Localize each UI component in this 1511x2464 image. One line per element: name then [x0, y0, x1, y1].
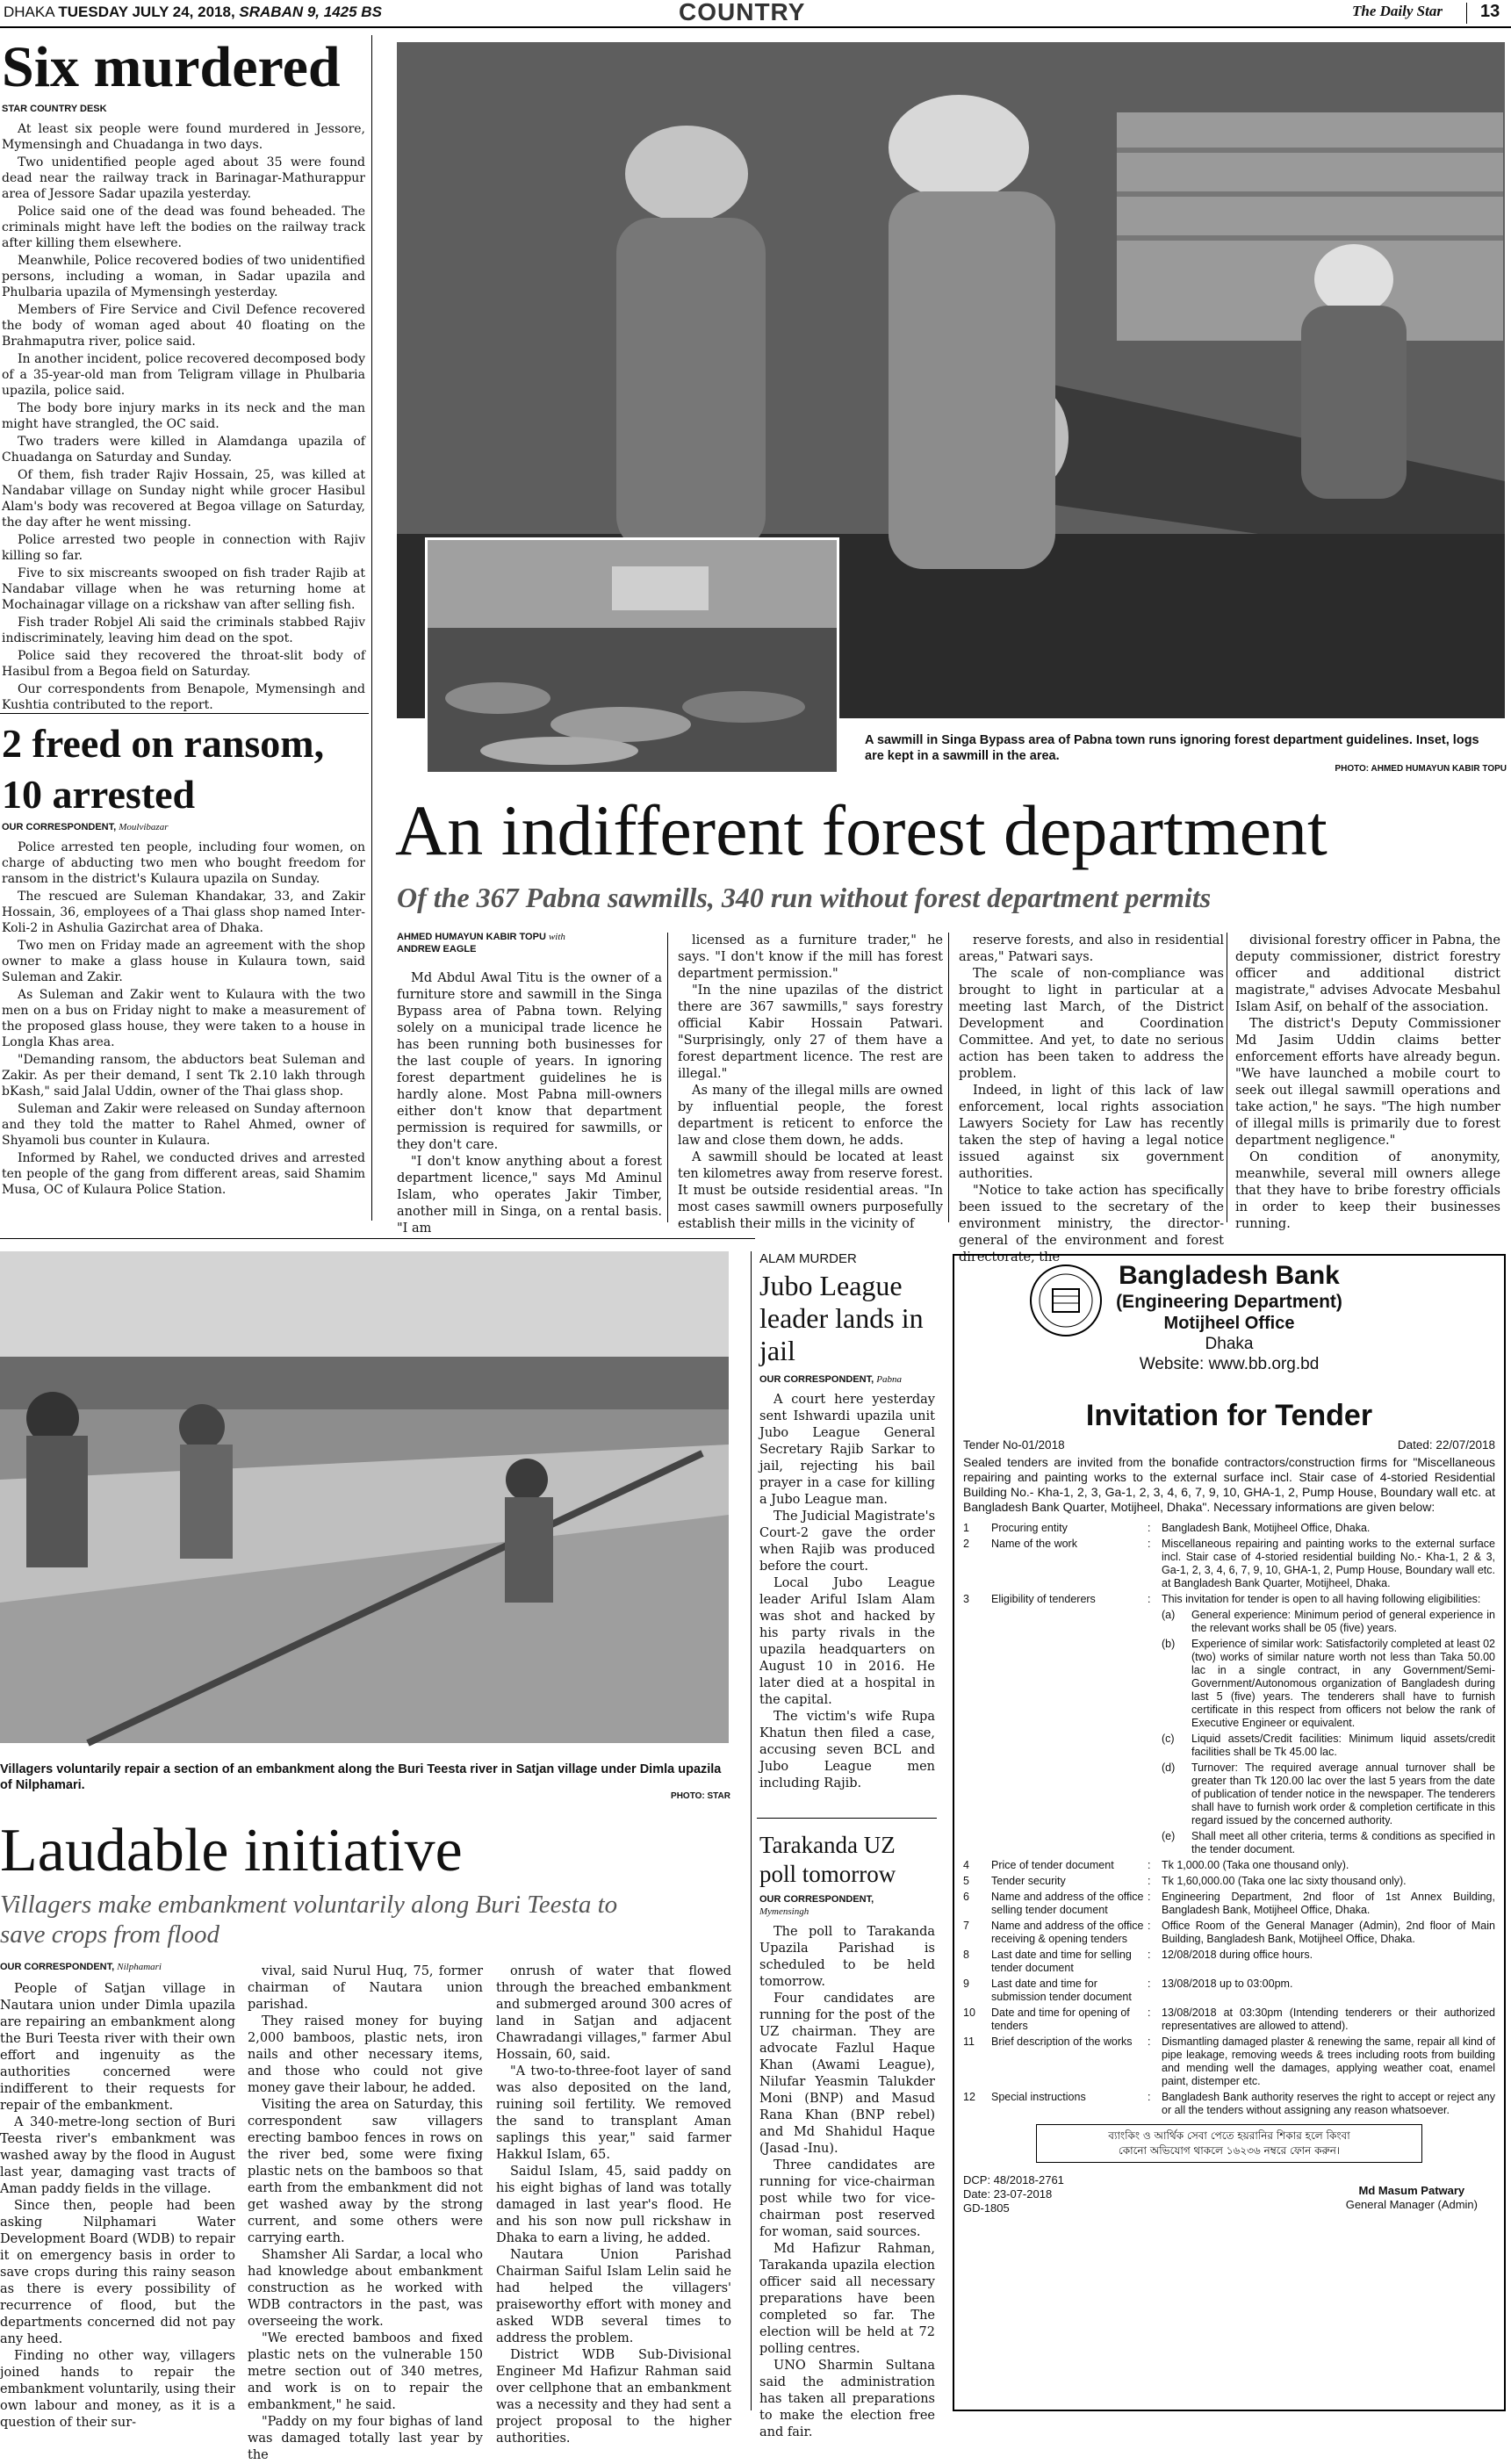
paragraph: onrush of water that flowed through the breached embankment and submerged around 300 acres of land in Satjan and adjacent Chawradangi villages," farmer Abul Hossain, 60, said. [496, 1964, 731, 2062]
paragraph: Md Abdul Awal Titu is the owner of a furniture store and sawmill in the Singa Bypass area of Pabna town. Relying solely on a municipal trade licence he has been running both businesses for the last couple of years. In ignoring forest department guidelines he is hardly alone. Most Pabna mill-owners either don't know that department permission is required for sawmills, or they don't care. [397, 971, 662, 1152]
paragraph: They raised money for buying 2,000 bamboos, plastic nets, iron nails and other necessary items, and those who could not give money gave their labour, he added. [248, 2014, 483, 2095]
dcp-number: DCP: 48/2018-2761 [963, 2173, 1064, 2187]
laudable-column [496, 1963, 731, 2446]
eligibility-list [1162, 1609, 1495, 1856]
tender-item: 11 Brief description of the works : Dismantling damaged plaster & renewing the same, repair all kind of pipe leakage, removing weeds & trees including roots from building and mending well the damages, applying weather coat, enamel paint, distemper etc. [963, 2035, 1495, 2087]
paragraph: Police arrested ten people, including four women, on charge of abducting two men who bought freedom for ransom in the district's Kulaura upazila on Sunday. [2, 840, 365, 886]
paragraph: Suleman and Zakir were released on Sunday afternoon and they told the matter to Rahel Ahmed, owner of Shyamoli bus counter in Kulaura. [2, 1102, 365, 1148]
section-title: COUNTRY [679, 0, 806, 25]
paragraph: "Demanding ransom, the abductors beat Suleman and Zakir. As per their demand, I sent Tk 2.10 lakh through bKash," said Jalal Uddin, owner of the Thai glass shop. [2, 1053, 365, 1099]
paragraph: A sawmill should be located at least ten kilometres away from reserve forest. It must be outside residential areas. "In most cases sawmill owners purposefully establish their mills in the vicinity of [678, 1150, 943, 1231]
tender-item: 10 Date and time for opening of tenders : 13/08/2018 at 03:30pm (Intending tenderers or their authorized representatives are allowed to attend). [963, 2007, 1495, 2032]
story-tarakanda [759, 1831, 935, 2441]
signatory-name: Md Masum Patwary [1358, 2184, 1465, 2197]
tender-item: 3 Eligibility of tenderers : This invitation for tender is open to all having following eligibilities: [963, 1593, 1481, 1605]
laudable-column [0, 1981, 235, 2430]
paragraph: As many of the illegal mills are owned by influential people, the forest department is reticent to enforce the law and close them down, he adds. [678, 1084, 943, 1148]
tender-item: 2 Name of the work : Miscellaneous repairing and painting works to the external surface incl. Stair case of 4-storied residential building No.- Kha-1, 2 & 3, Ga-1, 2, 3, 4, 6, 7, 9, 10, GHA-1, 2, Pump House, Boundary wall etc. at Bangladesh Bank Quarter, Motijheel, Dhaka. [963, 1538, 1495, 1589]
bank-city: Dhaka [1205, 1335, 1254, 1353]
paragraph: In another incident, police recovered decomposed body of a 35-year-old man from Teligram village in Phulbaria upazila, police said. [2, 352, 365, 398]
paragraph: divisional forestry officer in Pabna, the deputy commissioner, district forestry officer and additional district magistrate," advises Advocate Mesbahul Islam Asif, on behalf of the association. [1235, 933, 1500, 1014]
embankment-caption: Villagers voluntarily repair a section of an embankment along the Buri Teesta river in Satjan village under Dimla upazila of Nilphamari. [0, 1762, 722, 1792]
paragraph: Visiting the area on Saturday, this correspondent saw villagers erecting bamboo fences in rows on the river bed, some were fixing plastic nets on the bamboos so that earth from the embankment did not get washed away by the strong current, and some others were carrying earth. [248, 2098, 483, 2245]
paragraph: Since then, people had been asking Nilphamari Water Development Board (WDB) to repair it on emergency basis in order to save crops during this rainy season as there is every possibility of recurrence of flood, but the departments concerned did not pay any heed. [0, 2199, 235, 2346]
laudable-column [248, 1963, 483, 2462]
paragraph: The poll to Tarakanda Upazila Parishad is scheduled to be held tomorrow. [759, 1925, 935, 1989]
paragraph: A 340-metre-long section of Buri Teesta river's embankment was washed away by the flood in August last year, damaging vast tracts of Aman paddy fields in the village. [0, 2115, 235, 2196]
lead-headline: An indifferent forest department [395, 790, 1328, 870]
paragraph: "In the nine upazilas of the district there are 367 sawmills," says forestry official Kabir Hossain Patwari. "Surprisingly, only 27 of them have a forest department licence. The rest are illegal." [678, 983, 943, 1081]
tender-intro: Sealed tenders are invited from the bonafide contractors/construction firms for "Miscellaneous repairing and painting works to the external surface incl. Stair case of 4-storied Residential Building No.- Kha-1, 2, 3, Ga-1, 2, 3, 4, 6, 7, 9, 10, GHA-1, 2, Pump House, Boundary wall etc. at Bangladesh Bank Quarter, Motijheel, Dhaka". Necessary informations are given below: [963, 1455, 1495, 1514]
lead-column [397, 970, 662, 1236]
inset-photo [425, 537, 839, 775]
headline: Tarakanda UZ poll tomorrow [759, 1832, 896, 1887]
byline: OUR CORRESPONDENT, Pabna [759, 1374, 902, 1385]
paragraph: Two men on Friday made an agreement with the shop owner to make a glass house in Kulaura town, said Suleman and Zakir. [2, 939, 365, 984]
paragraph: Two unidentified people aged about 35 were found dead near the railway track in Barinagar-Mathurappur area of Jessore Sadar upazila yesterday. [2, 155, 365, 201]
paragraph: Police said they recovered the throat-slit body of Hasibul from a Begoa field on Saturday. [2, 649, 365, 679]
tender-items [963, 1522, 1495, 2117]
paragraph: Md Hafizur Rahman, Tarakanda upazila election officer said all necessary preparations have been completed so far. The election will be held at 72 polling centres. [759, 2242, 935, 2356]
paragraph: "I don't know anything about a forest department licence," says Md Aminul Islam, who operates Jakir Timber, another mill in Singa, on a rental basis. "I am [397, 1155, 662, 1236]
tender-item: 1 Procuring entity : Bangladesh Bank, Motijheel Office, Dhaka. [963, 1522, 1371, 1534]
tender-notice [953, 1254, 1506, 2411]
paragraph: "Notice to take action has specifically been issued to the secretary of the environment ministry, the director-general of the environment and forest directorate, the [959, 1184, 1224, 1264]
eligibility-item: (c) Liquid assets/Credit facilities: Minimum liquid assets/credit facilities shall be Tk 45.00 lac. [1162, 1733, 1495, 1758]
paragraph: Shamsher Ali Sardar, a local who had knowledge about embankment construction as he worked with WDB contractors in the past, was overseeing the work. [248, 2248, 483, 2329]
tender-item: 9 Last date and time for submission tender document : 13/08/2018 up to 03:00pm. [963, 1978, 1293, 2003]
paragraph: Indeed, in light of this lack of law enforcement, local rights association Lawyers Society for Law has recently taken the step of having a legal notice issued against six government authorities. [959, 1084, 1224, 1181]
bank-office: Motijheel Office [1163, 1314, 1295, 1333]
masthead-rule [0, 26, 1511, 28]
story-rule [757, 1818, 937, 1819]
lead-subhead: Of the 367 Pabna sawmills, 340 run without forest department permits [397, 882, 1212, 913]
tender-number: Tender No-01/2018 [963, 1438, 1065, 1452]
lead-column [1235, 933, 1500, 1231]
paragraph: "A two-to-three-foot layer of sand was also deposited on the land, ruining soil fertility. We removed the sand to transplant Aman saplings this year," said farmer Hakkul Islam, 65. [496, 2064, 731, 2162]
paragraph: Meanwhile, Police recovered bodies of two unidentified persons, including a woman, in Sadar upazila and Phulbaria upazila of Mymensingh yesterday. [2, 254, 365, 299]
paragraph: The Judicial Magistrate's Court-2 gave the order when Rajib was produced before the court. [759, 1509, 936, 1574]
tender-title: Invitation for Tender [1085, 1399, 1373, 1432]
bank-website: Website: www.bb.org.bd [1139, 1355, 1320, 1373]
eligibility-item: (b) Experience of similar work: Satisfactorily completed at least 02 (two) works of similar nature worth not less than Taka 50.00 lac in a single contract, in any Government/Semi-Government/Autonomous organization of Bangladesh during last 5 (five) years. The tenderers shall have to furnish certificate in this respect from officers not below the rank of Executive Engineer or equivalent. [1162, 1638, 1495, 1729]
paragraph: Four candidates are running for the post of the UZ chairman. They are advocate Fazlul Haque Khan (Awami League), Nilufar Yeasmin Talukder Moni (BNP) and Masud Rana Khan (BNP rebel) and Md Shahidul Haque (Jasad -Inu). [759, 1992, 935, 2156]
masthead [0, 0, 1511, 26]
laudable-subhead: Villagers make embankment voluntarily along Buri Teesta to save crops from flood [0, 1891, 618, 1949]
paragraph: UNO Sharmin Sultana said the administration has taken all preparations to make the election free and fair. [759, 2359, 935, 2439]
logs-inset-illustration [428, 540, 837, 772]
kicker: ALAM MURDER [759, 1251, 857, 1266]
paragraph: Five to six miscreants swooped on fish trader Rajib at Nandabar village when he was returning home at Mochainagar village on a rickshaw van after selling fish. [2, 566, 365, 612]
story-jubo-league [759, 1251, 935, 1792]
page-divider [1466, 3, 1467, 24]
tender-item: 12 Special instructions : Bangladesh Bank authority reserves the right to accept or reject any or all the tenders without assigning any reason whatsoever. [963, 2091, 1495, 2116]
story-freed-on-ransom [2, 718, 365, 1200]
laudable-byline: OUR CORRESPONDENT, Nilphamari [0, 1962, 162, 1972]
paragraph: Our correspondents from Benapole, Mymensingh and Kushtia contributed to the report. [2, 682, 365, 712]
byline: OUR CORRESPONDENT, Moulvibazar [2, 822, 169, 832]
place: Mymensingh [759, 1906, 809, 1917]
paragraph: Two traders were killed in Alamdanga upazila of Chuadanga on Saturday and Sunday. [2, 435, 365, 465]
paragraph: Saidul Islam, 45, said paddy on his eight bighas of land was totally damaged in last year's flood. He and his son now pull rickshaw in Dhaka to earn a living, he added. [496, 2165, 731, 2245]
story-body [2, 121, 365, 713]
embankment-photo [0, 1251, 729, 1743]
column-rule [948, 933, 949, 1222]
eligibility-item: (d) Turnover: The required average annual turnover shall be greater than Tk 120.00 lac over the last 5 years from the date of publication of tender notice in the newspaper. The tenderers shall have to furnish work order & completion certificate in this regard issued by the concerned authority. [1162, 1762, 1495, 1826]
paragraph: District WDB Sub-Divisional Engineer Md Hafizur Rahman said over cellphone that an embankment was a necessity and they had sent a project proposal to the higher authorities. [496, 2348, 731, 2446]
paragraph: Local Jubo League leader Ariful Islam Alam was shot and hacked by his party rivals in the upazila headquarters on August 10 in 2016. He later died at a hospital in the capital. [759, 1576, 935, 1707]
lead-column [678, 933, 943, 1231]
paragraph: Of them, fish trader Rajiv Hossain, 25, was killed at Nandabar village on Sunday night while grocer Hasibul Alam's body was recovered at Begoa village on Saturday, the day after he went missing. [2, 468, 365, 530]
paragraph: Police said one of the dead was found beheaded. The criminals might have left the bodies on the railway track after killing them elsewhere. [2, 205, 365, 250]
story-body [759, 1392, 935, 1792]
byline: OUR CORRESPONDENT, [759, 1894, 874, 1905]
paragraph: The rescued are Suleman Khandakar, 33, and Zakir Hossain, 36, employees of a Thai glass shop named Inter-Koli-2 in Ashulia Gazirchat area of Dhaka. [2, 890, 365, 935]
paragraph: Nautara Union Parishad Chairman Saiful Islam Lelin said he had helped the villagers' praiseworthy effort with money and asked WDB several times to address the problem. [496, 2248, 731, 2345]
bank-emblem-icon [1028, 1263, 1104, 1338]
lead-photo-credit: PHOTO: AHMED HUMAYUN KABIR TOPU [1335, 764, 1507, 774]
story-six-murdered [2, 35, 365, 715]
paragraph: Finding no other way, villagers joined hands to repair the embankment voluntarily, using their own labour and money, as it is a question of their sur- [0, 2349, 235, 2430]
column-rule [667, 933, 668, 1222]
eligibility-item: (a) General experience: Minimum period of general experience in the relevant works shall be 05 (five) years. [1162, 1609, 1495, 1634]
bank-name: Bangladesh Bank [1119, 1261, 1340, 1290]
column-rule [371, 35, 372, 1221]
paragraph: "Paddy on my four bighas of land was damaged totally last year by the [248, 2415, 483, 2462]
headline: Six murdered [2, 35, 341, 99]
tender-item: 6 Name and address of the office selling tender document : Engineering Department, 2nd floor of 1st Annex Building, Bangladesh Bank, Motijheel Office, Dhaka. [963, 1891, 1495, 1916]
paragraph: The district's Deputy Commissioner Md Jasim Uddin claims better enforcement efforts have already begun. "We have launched a mobile court to seek out illegal sawmill operations and take action," he says. "The high number of illegal mills is primarily due to forest department negligence." [1235, 1017, 1500, 1148]
paragraph: Informed by Rahel, we conducted drives and arrested ten people of the gang from different areas, said Shamim Musa, OC of Kulaura Police Station. [2, 1151, 365, 1197]
lead-photo-caption: A sawmill in Singa Bypass area of Pabna town runs ignoring forest department guidelines. Inset, logs are kept in a sawmill in the area. [865, 733, 1479, 763]
embankment-illustration [0, 1251, 729, 1743]
paragraph: As Suleman and Zakir went to Kulaura with the two men on a bus on Friday night to make a measurement of the proposed glass house, they were taken to a house in Longla Khas area. [2, 988, 365, 1049]
paragraph: The scale of non-compliance was brought to light in particular at a meeting last March, of the District Development and Coordination Committee. And yet, to date no serious action has been taken to address the problem. [959, 967, 1224, 1081]
paragraph: On condition of anonymity, meanwhile, several mill owners allege that they have to bribe forestry officials in order to keep their businesses running. [1235, 1150, 1500, 1231]
byline: STAR COUNTRY DESK [2, 104, 107, 114]
paragraph: At least six people were found murdered in Jessore, Mymensingh and Chuadanga in two days. [2, 122, 365, 152]
column-rule [751, 1251, 752, 2410]
paragraph: vival, said Nurul Huq, 75, former chairman of Nautara union parishad. [248, 1964, 483, 2012]
story-body [759, 1924, 935, 2441]
paragraph: A court here yesterday sent Ishwardi upazila unit Jubo League General Secretary Rajib Sarkar to jail, rejecting his bail prayer in a case for killing a Jubo League man. [759, 1393, 935, 1507]
tender-date: Dated: 22/07/2018 [1397, 1438, 1495, 1452]
paragraph: People of Satjan village in Nautara union under Dimla upazila are repairing an embankment along the Buri Teesta river with their own effort and ingenuity as the authorities concerned were indifferent to their requests for repair of the embankment. [0, 1982, 235, 2113]
paragraph: reserve forests, and also in residential areas," Patwari says. [959, 933, 1224, 964]
tender-item: 4 Price of tender document : Tk 1,000.00 (Taka one thousand only). [963, 1859, 1349, 1871]
embankment-credit: PHOTO: STAR [671, 1791, 730, 1801]
tender-item: 7 Name and address of the office receiving & opening tenders : Office Room of the General Manager (Admin), 2nd floor of Main Building, Bangladesh Bank, Motijheel Office, Dhaka. [963, 1920, 1495, 1945]
paragraph: Police arrested two people in connection with Rajiv killing so far. [2, 533, 365, 563]
paragraph: The victim's wife Rupa Khatun then filed a case, accusing seven BCL and Jubo League men including Rajib. [759, 1710, 935, 1790]
paragraph: Members of Fire Service and Civil Defence recovered the body of woman aged about 40 floating on the Brahmaputra river, police said. [2, 303, 365, 349]
dcp-date: Date: 23-07-2018 [963, 2187, 1053, 2201]
bank-dept: (Engineering Department) [1116, 1292, 1342, 1312]
signatory-designation: General Manager (Admin) [1345, 2198, 1478, 2211]
column-rule [0, 713, 369, 714]
headline: Jubo League leader lands in jail [759, 1270, 924, 1366]
section-rule [0, 1238, 755, 1239]
paragraph: licensed as a furniture trader," he says. "I don't know if the mill has forest department permission." [678, 933, 943, 981]
tender-item: 5 Tender security : Tk 1,60,000.00 (Taka one lac sixty thousand only). [963, 1875, 1407, 1887]
tender-item: 8 Last date and time for selling tender document : 12/08/2018 during office hours. [963, 1949, 1313, 1974]
paragraph: Fish trader Robjel Ali said the criminals stabbed Rajiv indiscriminately, leaving him dead on the spot. [2, 616, 365, 645]
story-body [2, 839, 365, 1198]
page-number: 13 [1480, 2, 1500, 21]
lead-column [959, 933, 1224, 1264]
lead-byline: AHMED HUMAYUN KABIR TOPU with ANDREW EAGLE [397, 932, 565, 955]
dateline: DHAKA TUESDAY JULY 24, 2018, SRABAN 9, 1425 BS [4, 4, 382, 20]
headline: 2 freed on ransom, 10 arrested [2, 721, 325, 817]
eligibility-item: (e) Shall meet all other criteria, terms & conditions as specified in the tender document. [1162, 1830, 1495, 1855]
gd-number: GD-1805 [963, 2201, 1010, 2215]
paper-logo: The Daily Star [1352, 3, 1443, 19]
paragraph: The body bore injury marks in its neck and the man might have strangled, the OC said. [2, 401, 365, 431]
helpline-box: ব্যাংকিং ও আর্থিক সেবা পেতে হয়রানির শিকার হলে কিংবা কোনো অভিযোগ থাকলে ১৬২৩৬ নম্বরে ফোন করুন। [1036, 2124, 1422, 2163]
laudable-headline: Laudable initiative [0, 1817, 463, 1884]
paragraph: Three candidates are running for vice-chairman post while two for vice-chairman post reserved for woman, said sources. [759, 2158, 935, 2239]
paragraph: "We erected bamboos and fixed plastic nets on the vulnerable 150 metre section out of 340 metres, and work is on to repair the embankment," he said. [248, 2331, 483, 2412]
